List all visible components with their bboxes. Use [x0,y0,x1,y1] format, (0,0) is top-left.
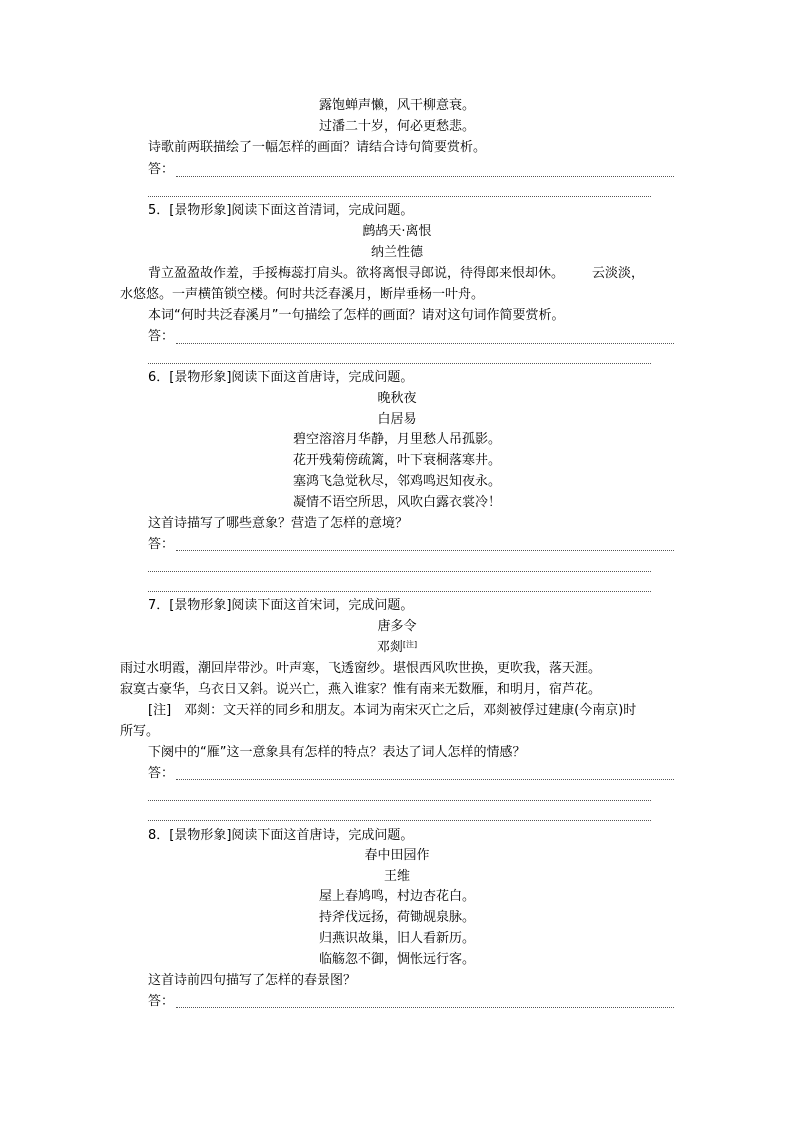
q7-heading: 7．[景物形象]阅读下面这首宋词，完成问题。 [148,598,414,613]
answer-line[interactable] [148,363,651,364]
answer-label: 答： [148,766,175,781]
poem-line: 屋上春鸠鸣，村边杏花白。 [318,889,475,904]
answer-line[interactable] [176,779,674,780]
q5-title: 鹧鸪天·离恨 [362,224,432,239]
q5-author: 纳兰性德 [370,245,423,260]
answer-line[interactable] [176,176,674,177]
answer-line[interactable] [148,196,651,197]
q7-text-line: 寂寞古豪华，乌衣日又斜。说兴亡，燕入谁家？惟有南来无数雁，和明月，宿芦花。 [120,682,602,697]
q8-heading: 8．[景物形象]阅读下面这首唐诗，完成问题。 [148,828,414,843]
q8-title: 春中田园作 [364,848,430,863]
note-marker: [注] [402,640,418,649]
poem-line: 凝情不语空所思，风吹白露衣裳冷！ [292,495,501,510]
answer-line[interactable] [176,1007,674,1008]
q6-author: 白居易 [377,412,417,427]
q7-author: 邓剡[注] [376,640,418,655]
answer-label: 答： [148,162,175,177]
answer-label: 答： [148,537,175,552]
answer-line[interactable] [148,591,651,592]
answer-line[interactable] [148,571,651,572]
poem-line: 露饱蝉声懒，风干柳意衰。 [318,98,475,113]
q5-question: 本词“何时共泛春溪月”一句描绘了怎样的画面？请对这句词作简要赏析。 [148,308,565,323]
q6-title: 晚秋夜 [377,391,417,406]
answer-line[interactable] [148,800,651,801]
answer-line[interactable] [176,550,674,551]
answer-line[interactable] [176,343,674,344]
answer-line[interactable] [148,820,651,821]
q5-text-line: 水悠悠。一声横笛锁空楼。何时共泛春溪月，断岸垂杨一叶舟。 [120,287,485,302]
poem-line: 花开残菊傍疏篱，叶下衰桐落寒井。 [292,453,501,468]
q5-text-line: 背立盈盈故作羞，手挼梅蕊打肩头。欲将离恨寻郎说，待得郎来恨却休。 云淡淡， [148,266,645,281]
answer-label: 答： [148,329,175,344]
answer-label: 答： [148,994,175,1009]
q6-question: 这首诗描写了哪些意象？营造了怎样的意境？ [148,516,409,531]
poem-line: 临觞忽不御，惆怅远行客。 [318,952,475,967]
q7-title: 唐多令 [377,619,417,634]
q7-note: 所写。 [120,724,160,739]
q7-question: 下阕中的“雁”这一意象具有怎样的特点？表达了词人怎样的情感？ [148,745,526,760]
poem-line: 持斧伐远扬，荷锄觇泉脉。 [318,910,475,925]
poem-line: 塞鸿飞急觉秋尽，邻鸡鸣迟知夜永。 [292,474,501,489]
q5-heading: 5．[景物形象]阅读下面这首清词，完成问题。 [148,203,414,218]
q8-question: 这首诗前四句描写了怎样的春景图？ [148,973,357,988]
poem-line: 过潘二十岁，何必更愁悲。 [318,119,475,134]
q6-heading: 6．[景物形象]阅读下面这首唐诗，完成问题。 [148,370,414,385]
q7-note: [注] 邓剡：文天祥的同乡和朋友。本词为南宋灭亡之后，邓剡被俘过建康(今南京)时 [148,703,637,718]
question-text: 诗歌前两联描绘了一幅怎样的画面？请结合诗句简要赏析。 [148,140,487,155]
poem-line: 归燕识故巢，旧人看新历。 [318,931,475,946]
q7-text-line: 雨过水明霞，潮回岸带沙。叶声寒，飞透窗纱。堪恨西风吹世换，更吹我，落天涯。 [120,661,602,676]
q8-author: 王维 [383,869,410,884]
poem-line: 碧空溶溶月华静，月里愁人吊孤影。 [292,432,501,447]
